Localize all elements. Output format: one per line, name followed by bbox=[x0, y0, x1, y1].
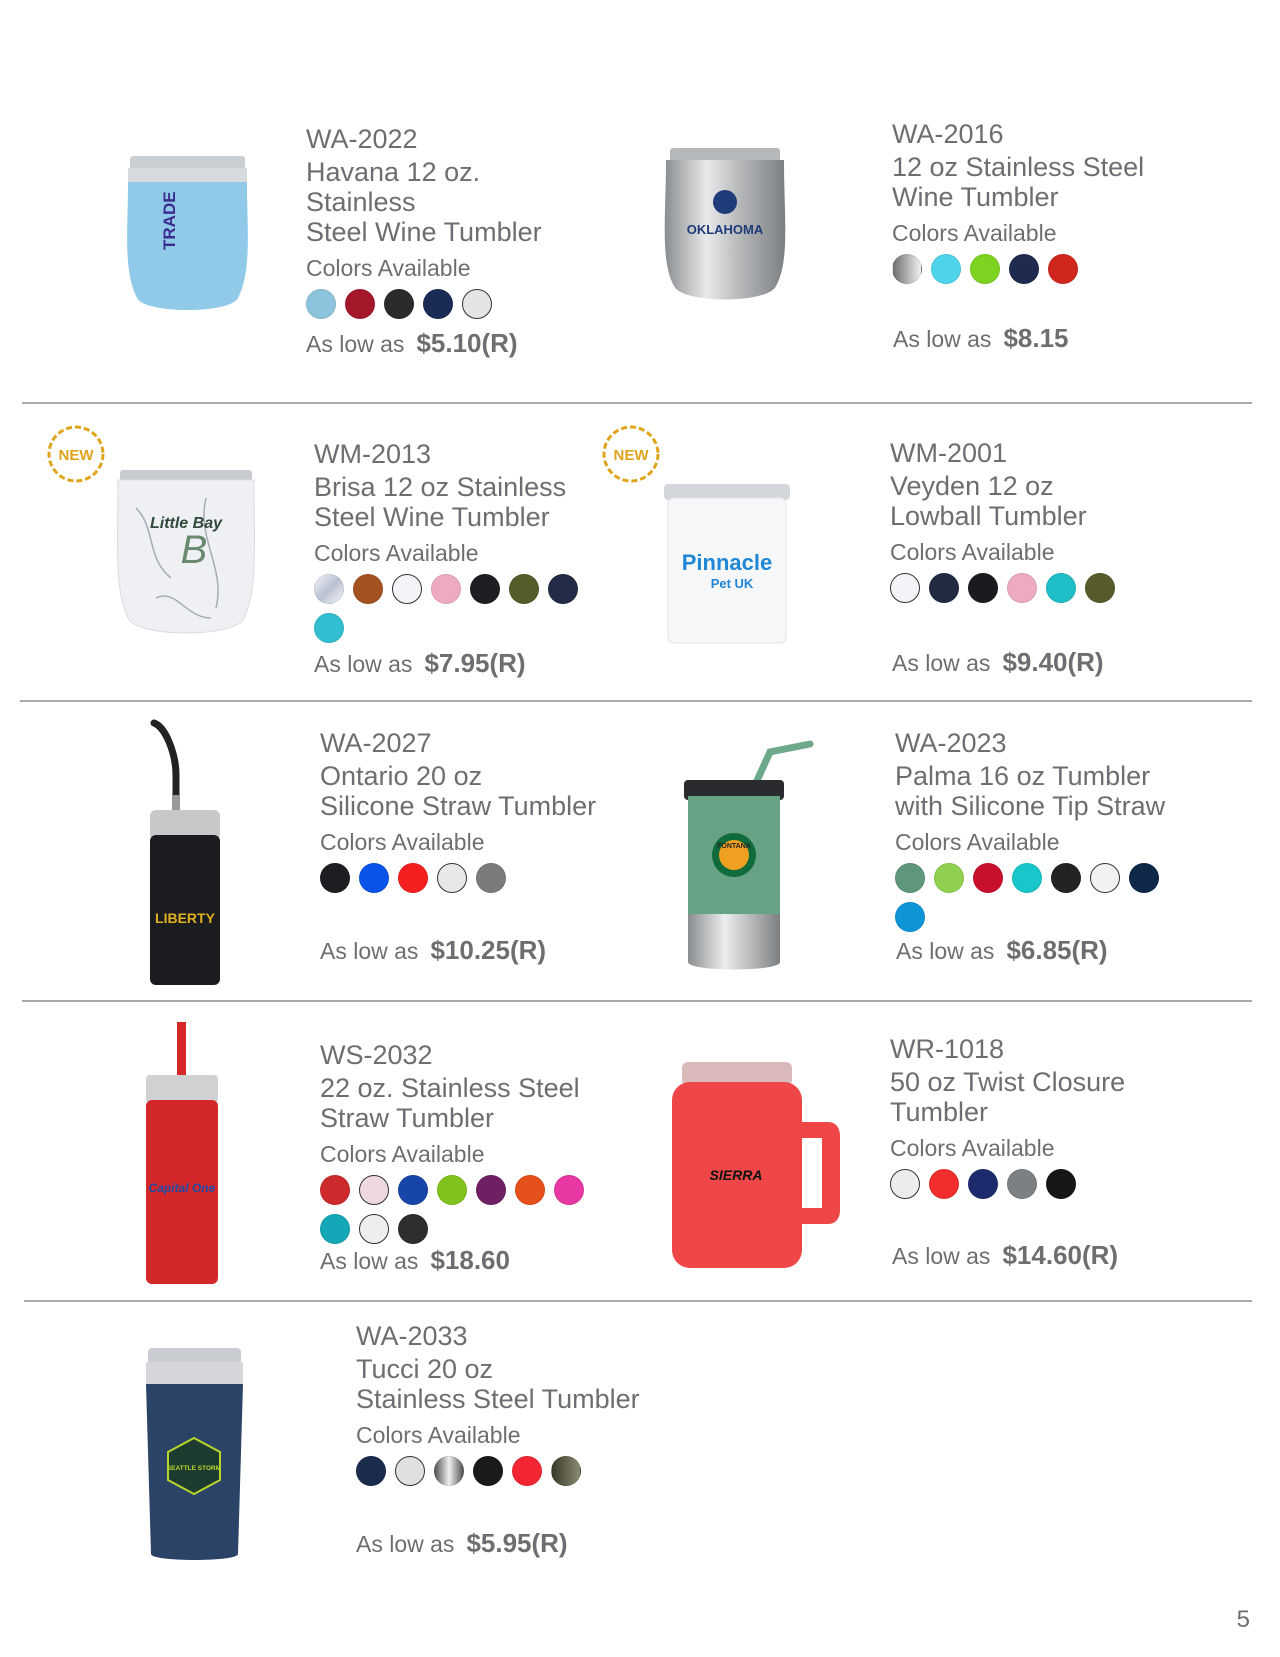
color-swatch[interactable] bbox=[437, 1175, 467, 1205]
color-swatch[interactable] bbox=[1129, 863, 1159, 893]
product-name: Palma 16 oz Tumbler bbox=[895, 761, 1151, 791]
price: $6.85(R) bbox=[1006, 935, 1108, 965]
product-name: Steel Wine Tumbler bbox=[306, 217, 542, 247]
product-name: Tucci 20 oz bbox=[356, 1354, 494, 1384]
havana-wine-tumbler-image bbox=[120, 150, 255, 320]
color-swatch[interactable] bbox=[353, 574, 383, 604]
tucci-tumbler-image bbox=[142, 1346, 247, 1566]
colors-available-label: Colors Available bbox=[895, 829, 1060, 855]
stainless-straw-tumbler-image bbox=[142, 1020, 222, 1288]
color-swatch[interactable] bbox=[356, 1456, 386, 1486]
product-name: Straw Tumbler bbox=[320, 1103, 495, 1133]
product-logo-sub: Pet UK bbox=[710, 576, 754, 591]
color-swatch[interactable] bbox=[895, 902, 925, 932]
twist-closure-mug-image bbox=[668, 1060, 843, 1272]
color-swatches bbox=[890, 1169, 1180, 1199]
price-prefix: As low as bbox=[320, 938, 419, 964]
svg-text:B: B bbox=[180, 528, 208, 572]
product-sku: WM-2001 bbox=[890, 438, 1008, 468]
product-name: Havana 12 oz. Stainless bbox=[306, 157, 481, 217]
product-name: Steel Wine Tumbler bbox=[314, 502, 550, 532]
color-swatch[interactable] bbox=[392, 574, 422, 604]
color-swatch[interactable] bbox=[434, 1456, 464, 1486]
price-prefix: As low as bbox=[892, 1243, 991, 1269]
price-row bbox=[314, 648, 526, 679]
price-prefix: As low as bbox=[314, 651, 413, 677]
color-swatch[interactable] bbox=[554, 1175, 584, 1205]
new-badge-icon bbox=[45, 423, 107, 485]
product-name: 12 oz Stainless Steel bbox=[892, 152, 1145, 182]
brisa-marble-tumbler-image bbox=[116, 468, 256, 646]
color-swatch[interactable] bbox=[345, 289, 375, 319]
price-prefix: As low as bbox=[306, 331, 405, 357]
price-prefix: As low as bbox=[893, 326, 992, 352]
color-swatch[interactable] bbox=[548, 574, 578, 604]
product-name: 50 oz Twist Closure bbox=[890, 1067, 1126, 1097]
color-swatch[interactable] bbox=[973, 863, 1003, 893]
color-swatch[interactable] bbox=[476, 863, 506, 893]
stainless-wine-tumbler-image bbox=[660, 146, 790, 311]
colors-available-label: Colors Available bbox=[320, 829, 485, 855]
price-prefix: As low as bbox=[896, 938, 995, 964]
price-prefix: As low as bbox=[320, 1248, 419, 1274]
product-name: with Silicone Tip Straw bbox=[895, 791, 1166, 821]
price-row bbox=[893, 323, 1069, 354]
color-swatch[interactable] bbox=[398, 1175, 428, 1205]
color-swatch[interactable] bbox=[437, 863, 467, 893]
price-row bbox=[356, 1528, 568, 1559]
price: $10.25(R) bbox=[430, 935, 547, 965]
color-swatch[interactable] bbox=[929, 573, 959, 603]
product-name: Ontario 20 oz bbox=[320, 761, 483, 791]
color-swatches bbox=[892, 254, 1182, 284]
row-divider bbox=[22, 1000, 1252, 1002]
colors-available-label: Colors Available bbox=[890, 539, 1055, 565]
color-swatch[interactable] bbox=[359, 863, 389, 893]
price-row bbox=[892, 647, 1104, 678]
product-name: Lowball Tumbler bbox=[890, 501, 1087, 531]
color-swatch[interactable] bbox=[431, 574, 461, 604]
color-swatch[interactable] bbox=[929, 1169, 959, 1199]
product-logo: Little Bay bbox=[149, 515, 223, 532]
color-swatches bbox=[895, 863, 1185, 932]
color-swatch[interactable] bbox=[1012, 863, 1042, 893]
color-swatch[interactable] bbox=[423, 289, 453, 319]
new-badge-text: NEW bbox=[613, 447, 649, 464]
color-swatch[interactable] bbox=[398, 863, 428, 893]
row-divider bbox=[20, 700, 1252, 702]
product-name: 22 oz. Stainless Steel bbox=[320, 1073, 580, 1103]
color-swatches bbox=[320, 863, 610, 893]
color-swatch[interactable] bbox=[359, 1214, 389, 1244]
price: $8.15 bbox=[1003, 323, 1069, 353]
color-swatch[interactable] bbox=[1009, 254, 1039, 284]
product-logo: Capital One bbox=[148, 1181, 216, 1195]
color-swatch[interactable] bbox=[398, 1214, 428, 1244]
color-swatch[interactable] bbox=[320, 863, 350, 893]
color-swatch[interactable] bbox=[473, 1456, 503, 1486]
color-swatch[interactable] bbox=[314, 613, 344, 643]
color-swatch[interactable] bbox=[1007, 1169, 1037, 1199]
color-swatches bbox=[890, 573, 1180, 603]
color-swatch[interactable] bbox=[1046, 1169, 1076, 1199]
product-name: Silicone Straw Tumbler bbox=[320, 791, 597, 821]
palma-straw-tumbler-image bbox=[680, 740, 830, 980]
product-sku: WA-2022 bbox=[306, 124, 418, 154]
color-swatch[interactable] bbox=[1046, 573, 1076, 603]
new-badge-icon bbox=[600, 423, 662, 485]
color-swatch[interactable] bbox=[515, 1175, 545, 1205]
price-prefix: As low as bbox=[356, 1531, 455, 1557]
color-swatch[interactable] bbox=[892, 254, 922, 284]
price: $5.95(R) bbox=[466, 1528, 568, 1558]
product-sku: WA-2033 bbox=[356, 1321, 468, 1351]
color-swatch[interactable] bbox=[895, 863, 925, 893]
color-swatch[interactable] bbox=[931, 254, 961, 284]
price-row bbox=[306, 328, 518, 359]
color-swatch[interactable] bbox=[320, 1175, 350, 1205]
price: $14.60(R) bbox=[1002, 1240, 1119, 1270]
product-sku: WA-2016 bbox=[892, 119, 1004, 149]
colors-available-label: Colors Available bbox=[890, 1135, 1055, 1161]
row-divider bbox=[22, 402, 1252, 404]
color-swatch[interactable] bbox=[1051, 863, 1081, 893]
color-swatches bbox=[306, 289, 596, 319]
new-badge-text: NEW bbox=[58, 447, 94, 464]
price: $7.95(R) bbox=[424, 648, 526, 678]
color-swatch[interactable] bbox=[890, 1169, 920, 1199]
color-swatch[interactable] bbox=[395, 1456, 425, 1486]
page-number: 5 bbox=[1236, 1606, 1250, 1633]
price-row bbox=[892, 1240, 1118, 1271]
colors-available-label: Colors Available bbox=[306, 255, 471, 281]
color-swatch[interactable] bbox=[968, 1169, 998, 1199]
colors-available-label: Colors Available bbox=[356, 1422, 521, 1448]
colors-available-label: Colors Available bbox=[892, 220, 1057, 246]
row-divider bbox=[24, 1300, 1252, 1302]
veyden-lowball-tumbler-image bbox=[662, 482, 792, 645]
color-swatch[interactable] bbox=[934, 863, 964, 893]
product-sku: WA-2027 bbox=[320, 728, 432, 758]
product-sku: WS-2032 bbox=[320, 1040, 433, 1070]
color-swatch[interactable] bbox=[890, 573, 920, 603]
price-row bbox=[320, 1245, 510, 1276]
price: $5.10(R) bbox=[416, 328, 518, 358]
color-swatch[interactable] bbox=[1085, 573, 1115, 603]
colors-available-label: Colors Available bbox=[314, 540, 479, 566]
price-row bbox=[896, 935, 1108, 966]
product-sku: WM-2013 bbox=[314, 439, 432, 469]
color-swatches bbox=[356, 1456, 646, 1486]
color-swatches bbox=[320, 1175, 610, 1244]
color-swatch[interactable] bbox=[306, 289, 336, 319]
color-swatch[interactable] bbox=[509, 574, 539, 604]
product-name: Brisa 12 oz Stainless bbox=[314, 472, 567, 502]
product-logo: FONTANA bbox=[717, 843, 751, 850]
product-name: Tumbler bbox=[890, 1097, 989, 1127]
color-swatches bbox=[314, 574, 604, 643]
color-swatch[interactable] bbox=[1007, 573, 1037, 603]
product-name: Wine Tumbler bbox=[892, 182, 1059, 212]
color-swatch[interactable] bbox=[1048, 254, 1078, 284]
product-logo: SEATTLE STORM bbox=[166, 1465, 222, 1472]
product-logo: LIBERTY bbox=[155, 910, 215, 926]
product-logo: OKLAHOMA bbox=[686, 222, 764, 237]
color-swatch[interactable] bbox=[314, 574, 344, 604]
color-swatch[interactable] bbox=[476, 1175, 506, 1205]
price-prefix: As low as bbox=[892, 650, 991, 676]
colors-available-label: Colors Available bbox=[320, 1141, 485, 1167]
price-row bbox=[320, 935, 546, 966]
product-logo: Pinnacle bbox=[681, 550, 773, 575]
product-sku: WR-1018 bbox=[890, 1034, 1005, 1064]
color-swatch[interactable] bbox=[970, 254, 1000, 284]
price: $18.60 bbox=[430, 1245, 510, 1275]
ontario-straw-tumbler-image bbox=[146, 715, 226, 990]
color-swatch[interactable] bbox=[384, 289, 414, 319]
color-swatch[interactable] bbox=[320, 1214, 350, 1244]
color-swatch[interactable] bbox=[359, 1175, 389, 1205]
product-logo: SIERRA bbox=[709, 1167, 763, 1183]
price: $9.40(R) bbox=[1002, 647, 1104, 677]
color-swatch[interactable] bbox=[512, 1456, 542, 1486]
color-swatch[interactable] bbox=[551, 1456, 581, 1486]
color-swatch[interactable] bbox=[968, 573, 998, 603]
color-swatch[interactable] bbox=[1090, 863, 1120, 893]
color-swatch[interactable] bbox=[462, 289, 492, 319]
product-logo: TRADE bbox=[160, 191, 179, 250]
product-sku: WA-2023 bbox=[895, 728, 1007, 758]
product-name: Veyden 12 oz bbox=[890, 471, 1054, 501]
color-swatch[interactable] bbox=[470, 574, 500, 604]
product-name: Stainless Steel Tumbler bbox=[356, 1384, 640, 1414]
